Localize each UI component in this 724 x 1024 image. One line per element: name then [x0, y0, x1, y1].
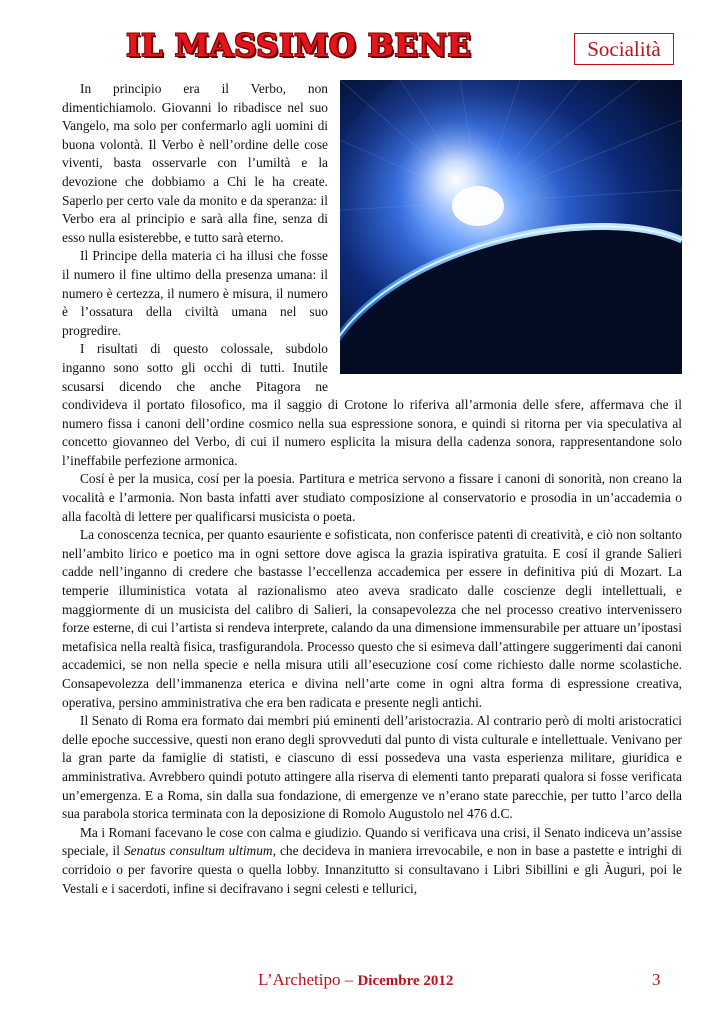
paragraph: Cosí è per la musica, cosí per la poesia. Partitura e metrica servono a fissare i canoni di sonorità, non creano la vocalità e l’armonia. Non basta infatti aver studiato composizione al conservatorio e prosodia in un’accademia o alla facoltà di lettere per qualificarsi musicista o poeta.: [62, 471, 682, 524]
paragraph-text: Ma i Romani facevano le cose con calma e giudizio. Quando si verificava una crisi, il Senato indiceva un’assise speciale, il: [62, 824, 682, 859]
article-title: IL MASSIMO BENE: [126, 28, 472, 64]
page-header: [0, 0, 724, 70]
latin-term: Senatus consultum ultimum: [123, 843, 273, 859]
paragraph: La conoscenza tecnica, per quanto esauriente e sofisticata, non conferisce patenti di creatività, e ciò non soltanto nell’ambito lirico e poetico ma in ogni settore dove agisca la grazia ispirativa gratuita. E cosí il grande Salieri cadde nell’inganno di credere che bastasse l’eccellenza accademica per essere in definitiva piú di Mozart. La temperie illuministica votata al razionalismo ateo aveva sradicato dalle coscienze degli intellettuali, e maggiormente di un musicista del calibro di Salieri, la consapevolezza che nel processo creativo intervenissero forze esterne, di cui l’artista si rendeva interprete, calando da una dimensione immensurabile per attuare un’ipostasi metafisica nella realtà fisica, trasfigurandola. Processo questo che si esimeva dall’attingere suggerimenti dai canoni accademici, se non nella specie e nella misura utili all’esecuzione cosí come richiesto dalle norme scolastiche. Consapevolezza dell’immanenza eterica e divina nell’arte come in ogni altra forma di espressione creativa, operativa, persino amministrativa che era ben radicata e presente negli antichi.: [62, 527, 682, 710]
article-body: [62, 80, 682, 898]
section-label: Socialità: [574, 33, 674, 65]
planet-sunrise-image: [340, 80, 682, 374]
planet-illustration: [340, 80, 682, 374]
page-footer: [0, 970, 724, 1000]
page-number: 3: [652, 970, 661, 989]
journal-title: L’Archetipo –: [258, 970, 358, 989]
paragraph: Il Senato di Roma era formato dai membri piú eminenti dell’aristocrazia. Al contrario però di molti aristocratici delle epoche successive, questi non erano degli sprovveduti dal punto di vista culturale e intellettuale. Venivano per la gran parte da famiglie di statisti, e ciascuno di essi possedeva una vasta esperienza militare, giuridica e amministrativa. Avrebbero quindi potuto attingere alla riserva di elementi tanto preparati qualora si fosse verificata un’emergenza. E a Roma, sin dalla sua fondazione, di emergenze ve n’erano state parecchie, per tutto l’arco della sua parabola storica terminata con la deposizione di Romolo Augustolo nel 476 d.C.: [62, 713, 682, 822]
journal-name: [258, 970, 453, 990]
paragraph: [62, 824, 682, 898]
issue-date: Dicembre 2012: [357, 973, 454, 989]
paragraph: I risultati di questo colossale, subdolo inganno sono sotto gli occhi di tutti. Inutile scusarsi dicendo che anche Pitagora ne condivideva il portato filosofico, ma il saggio di Crotone lo riferiva all’armonia delle sfere, affermava che il numero fissa i canoni dell’ordine cosmico nella sua espressione sonora, e quindi si ritorna per via speculativa al concetto giovanneo del Verbo, di cui il numero esplicita la misura della cadenza sonora, rappresentandone solo l’ineffabile perfezione armonica.: [62, 341, 682, 468]
paragraph: In principio era il Verbo, non dimentichiamolo. Giovanni lo ribadisce nel suo Vangelo, ma solo per confermarlo agli uomini di buona volontà. Il Verbo è nell’ordine delle cose viventi, basta osservarle con l’umiltà e la devozione che dobbiamo a Chi le ha create. Saperlo per certo vale da monito e da speranza: il Verbo era al principio e sarà alla fine, senza di esso nulla esisterebbe, e tutto sarà eterno.: [62, 81, 328, 245]
paragraph: Il Principe della materia ci ha illusi che fosse il numero il fine ultimo della presenza umana: il numero è certezza, il numero è misura, il numero è l’ossatura della civiltà umana nel suo progredire.: [62, 248, 328, 338]
paragraph-text: , che decideva in maniera irrevocabile, e non in base a pastette e intrighi di corridoio o per favorire questa o quella lobby. Innanzitutto si consultavano i Libri Sibillini e gli Àuguri, poi le Vestali e i sacerdoti, infine si decifravano i segni celesti e tellurici,: [62, 843, 683, 896]
